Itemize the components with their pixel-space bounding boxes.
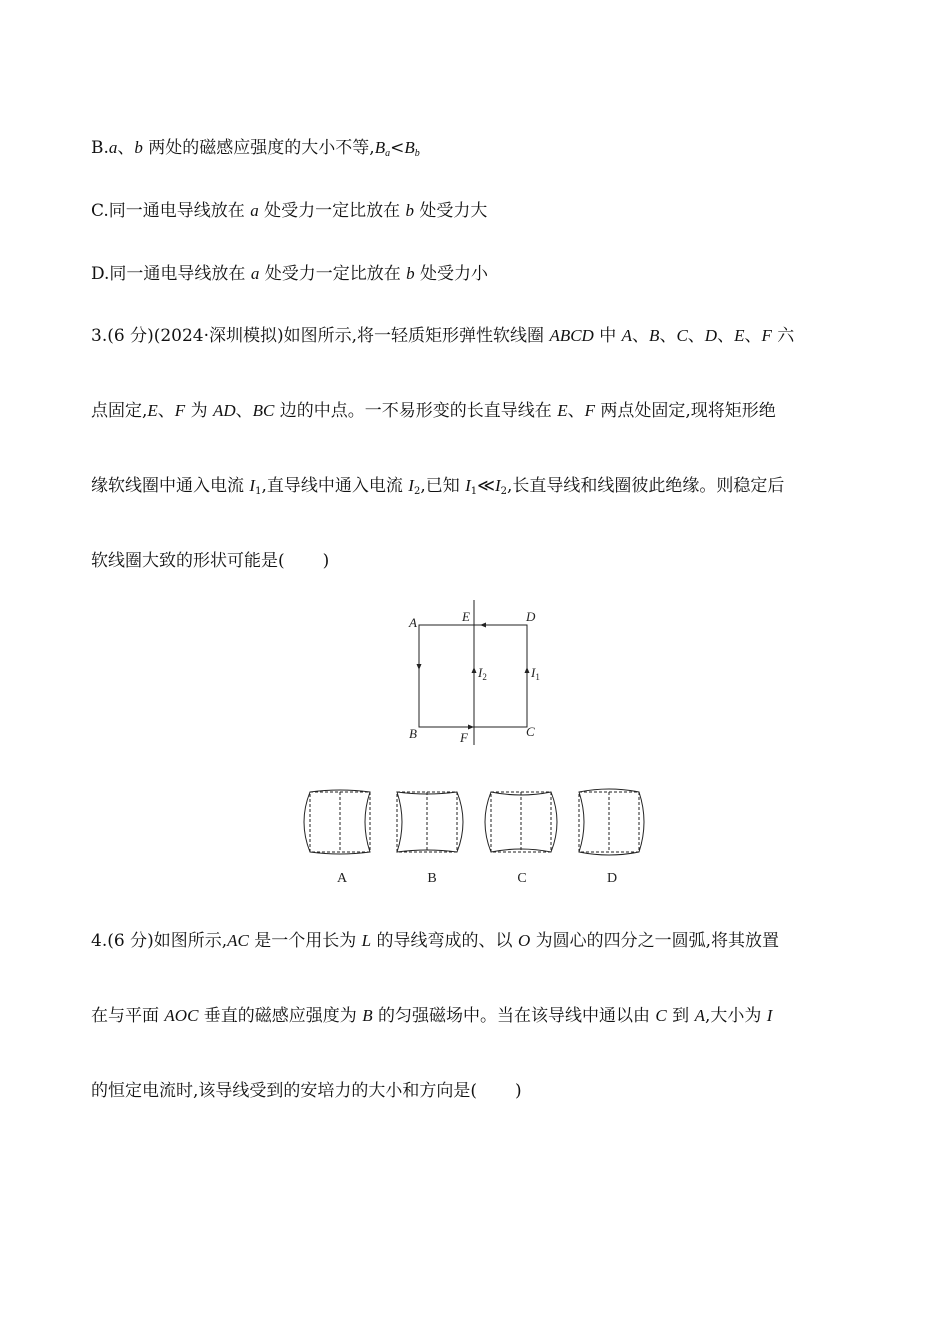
q3-line-4: 软线圈大致的形状可能是( ): [91, 551, 330, 571]
label-e: E: [462, 609, 470, 624]
label-a: A: [409, 615, 417, 630]
q4-line-2: 在与平面 AOC 垂直的磁感应强度为 B 的匀强磁场中。当在该导线中通以由 C 到 A,大小为 I: [91, 1006, 773, 1026]
label-i2: $I_2$: [478, 665, 487, 682]
q4-line-3: 的恒定电流时,该导线受到的安培力的大小和方向是( ): [91, 1081, 522, 1101]
choice-figures: [300, 785, 660, 890]
label-b: B: [409, 726, 417, 741]
q3-line-2: 点固定,E、F 为 AD、BC 边的中点。一不易形变的长直导线在 E、F 两点处固定,现将矩形绝: [91, 401, 776, 421]
option-c: C.同一通电导线放在 a 处受力一定比放在 b 处受力大: [91, 201, 488, 221]
label-c: C: [526, 724, 535, 739]
choice-d-shape: [579, 789, 644, 855]
label-f: F: [460, 730, 468, 745]
q4-line-1: 4.(6 分)如图所示,AC 是一个用长为 L 的导线弯成的、以 O 为圆心的四分之一圆弧,将其放置: [91, 931, 780, 951]
choice-b-shape: [397, 792, 463, 852]
current-arrow-ad: [480, 623, 486, 628]
option-b: B.a、b 两处的磁感应强度的大小不等$,B_a<B_b$: [91, 138, 420, 159]
label-d: D: [526, 609, 536, 624]
coil-rectangle: [419, 625, 527, 727]
q3-line-1: 3.(6 分)(2024·深圳模拟)如图所示,将一轻质矩形弹性软线圈 ABCD 中 A、B、C、D、E、F 六: [91, 326, 795, 346]
choice-c-shape: [485, 792, 557, 852]
q3-line-3: 缘软线圈中通入电流 $I_1$,直导线中通入电流 $I_2$,已知 $I_1≪I_2$,长直导线和线圈彼此绝缘。则稳定后: [91, 476, 785, 497]
current-arrow-ab: [417, 664, 422, 670]
choice-a-label: A: [336, 871, 348, 886]
option-d: D.同一通电导线放在 a 处受力一定比放在 b 处受力小: [91, 264, 489, 284]
current-arrow-wire: [472, 667, 477, 673]
label-i1: $I_1$: [531, 665, 540, 682]
choice-c-label: C: [517, 871, 527, 886]
choice-b-label: B: [427, 871, 437, 886]
choice-d-label: D: [606, 871, 618, 886]
coil-figure: [400, 600, 550, 750]
current-arrow-bc: [468, 725, 474, 730]
choice-a-shape: [304, 790, 370, 854]
current-arrow-cd: [525, 667, 530, 673]
